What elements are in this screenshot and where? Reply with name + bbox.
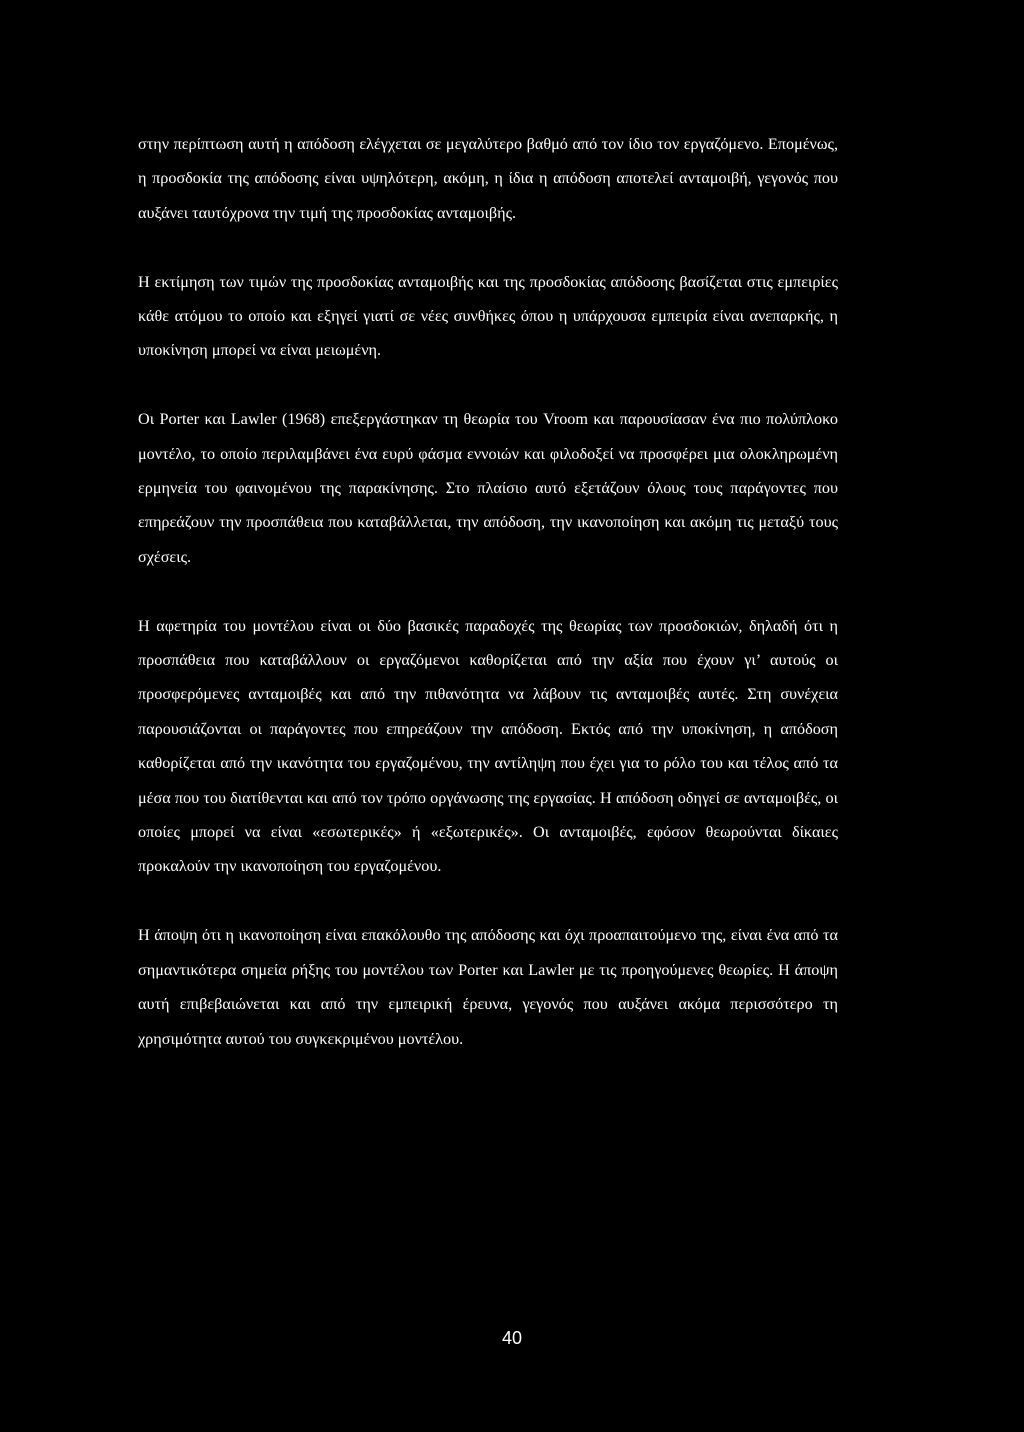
page-number: 40 bbox=[501, 1328, 523, 1348]
paragraph-4: Η αφετηρία του μοντέλου είναι οι δύο βασικές παραδοχές της θεωρίας των προσδοκιών, δηλαδή ότι η προσπάθεια που καταβάλλουν οι εργαζόμενοι καθορίζεται από την αξία που έχουν γι’ αυτούς οι προσφερόμενες ανταμοιβές και από την πιθανότητα να λάβουν τις ανταμοιβές αυτές. Στη συνέχεια παρουσιάζονται οι παράγοντες που επηρεάζουν την απόδοση. Εκτός από την υποκίνηση, η απόδοση καθορίζεται από την ικανότητα του εργαζομένου, την αντίληψη που έχει για το ρόλο του και τέλος από τα μέσα που του διατίθενται και από τον τρόπο οργάνωσης της εργασίας. Η απόδοση οδηγεί σε ανταμοιβές, οι οποίες μπορεί να είναι «εσωτερικές» ή «εξωτερικές». Οι ανταμοιβές, εφόσον θεωρούνται δίκαιες προκαλούν την ικανοποίηση του εργαζομένου. bbox=[138, 616, 838, 876]
paragraph-2: Η εκτίμηση των τιμών της προσδοκίας ανταμοιβής και της προσδοκίας απόδοσης βασίζεται στις εμπειρίες κάθε ατόμου το οποίο και εξηγεί γιατί σε νέες συνθήκες όπου η υπάρχουσα εμπειρία είναι ανεπαρκής, η υποκίνηση μπορεί να είναι μειωμένη. bbox=[138, 272, 838, 360]
paragraph-3: Οι Porter και Lawler (1968) επεξεργάστηκαν τη θεωρία του Vroom και παρουσίασαν ένα πιο πολύπλοκο μοντέλο, το οποίο περιλαμβάνει ένα ευρύ φάσμα εννοιών και φιλοδοξεί να προσφέρει μια ολοκληρωμένη ερμηνεία του φαινομένου της παρακίνησης. Στο πλαίσιο αυτό εξετάζουν όλους τους παράγοντες που επηρεάζουν την προσπάθεια που καταβάλλεται, την απόδοση, την ικανοποίηση και ακόμη τις μεταξύ τους σχέσεις. bbox=[138, 410, 838, 566]
body-text bbox=[138, 127, 838, 1090]
paragraph-5: Η άποψη ότι η ικανοποίηση είναι επακόλουθο της απόδοσης και όχι προαπαιτούμενο της, είναι ένα από τα σημαντικότερα σημεία ρήξης του μοντέλου των Porter και Lawler με τις προηγούμενες θεωρίες. Η άποψη αυτή επιβεβαιώνεται και από την εμπειρική έρευνα, γεγονός που αυξάνει ακόμα περισσότερο τη χρησιμότητα αυτού του συγκεκριμένου μοντέλου. bbox=[138, 926, 838, 1048]
paragraph-1: στην περίπτωση αυτή η απόδοση ελέγχεται σε μεγαλύτερο βαθμό από τον ίδιο τον εργαζόμενο. Επομένως, η προσδοκία της απόδοσης είναι υψηλότερη, ακόμη, η ίδια η απόδοση αποτελεί ανταμοιβή, γεγονός που αυξάνει ταυτόχρονα την τιμή της προσδοκίας ανταμοιβής. bbox=[138, 135, 838, 222]
